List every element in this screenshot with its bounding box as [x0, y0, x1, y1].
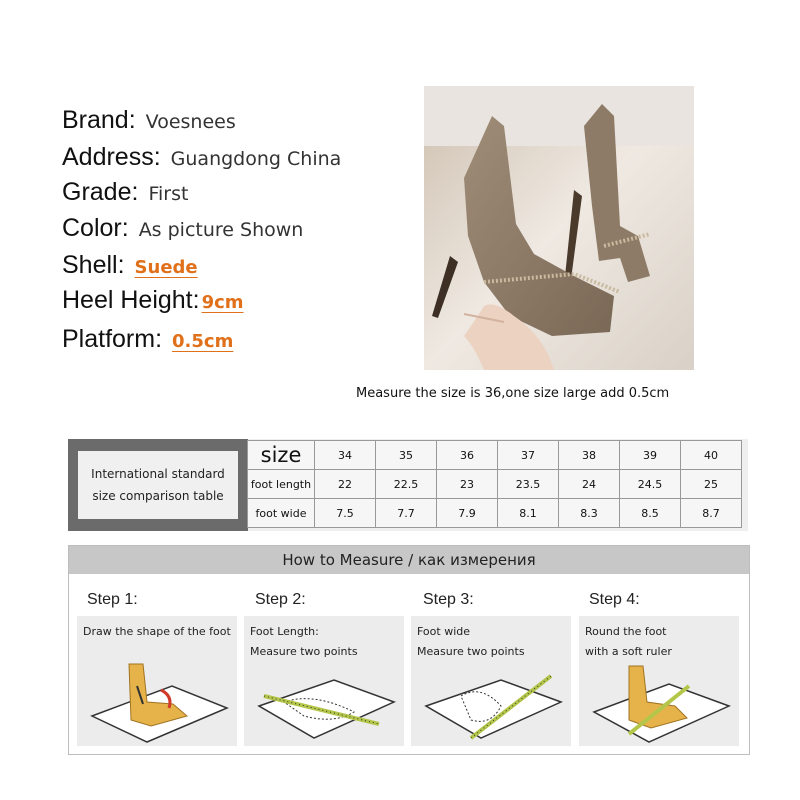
table-cell: 39 [620, 441, 681, 470]
table-cell: 24 [559, 470, 620, 499]
spec-value: 9cm [201, 292, 244, 313]
table-cell: 34 [315, 441, 376, 470]
size-table [247, 440, 742, 528]
size-table-label [68, 439, 248, 531]
table-cell: 8.5 [620, 499, 681, 528]
step-3-panel [411, 616, 571, 746]
spec-key: Address: [62, 143, 161, 171]
foot-width-ruler-icon [411, 666, 571, 746]
foot-length-ruler-icon [244, 666, 404, 746]
row-header: foot wide [248, 499, 315, 528]
spec-heel-height [62, 286, 244, 315]
spec-platform [62, 325, 233, 354]
table-cell: 7.7 [376, 499, 437, 528]
spec-grade [62, 178, 188, 207]
size-table-label-line2: size comparison table [92, 489, 224, 503]
spec-value: Guangdong China [170, 148, 342, 170]
spec-value: First [148, 183, 189, 205]
step-4-line2: with a soft ruler [585, 645, 672, 658]
table-cell: 35 [376, 441, 437, 470]
step-4-title: Step 4: [589, 591, 640, 608]
table-cell: 8.7 [681, 499, 742, 528]
table-row [248, 499, 742, 528]
foot-round-ruler-icon [579, 656, 739, 746]
spec-value: As picture Shown [138, 219, 304, 241]
spec-key: Grade: [62, 178, 139, 206]
step-2-line2: Measure two points [250, 645, 358, 658]
step-1-line1: Draw the shape of the foot [83, 625, 231, 638]
how-to-measure-panel [68, 545, 750, 755]
step-1-title: Step 1: [87, 591, 138, 608]
table-row [248, 441, 742, 470]
how-to-measure-title: How to Measure / как измерения [69, 546, 749, 574]
spec-key: Shell: [62, 251, 125, 279]
table-cell: 8.3 [559, 499, 620, 528]
spec-value: Suede [134, 257, 198, 278]
product-photo [424, 86, 694, 370]
table-row [248, 470, 742, 499]
spec-value: 0.5cm [172, 331, 234, 352]
table-cell: 8.1 [498, 499, 559, 528]
step-2-panel [244, 616, 404, 746]
table-cell: 24.5 [620, 470, 681, 499]
step-3-line2: Measure two points [417, 645, 525, 658]
spec-address [62, 143, 341, 172]
foot-outline-icon [77, 646, 237, 746]
step-2-line1: Foot Length: [250, 625, 319, 638]
step-4-line1: Round the foot [585, 625, 667, 638]
table-cell: 40 [681, 441, 742, 470]
spec-key: Heel Height: [62, 286, 200, 314]
spec-shell [62, 251, 198, 280]
table-cell: 7.9 [437, 499, 498, 528]
measure-note: Measure the size is 36,one size large add 0.5cm [356, 386, 670, 401]
table-cell: 23 [437, 470, 498, 499]
spec-value: Voesnees [145, 111, 236, 133]
table-cell: 22.5 [376, 470, 437, 499]
step-2-title: Step 2: [255, 591, 306, 608]
table-cell: 7.5 [315, 499, 376, 528]
step-3-line1: Foot wide [417, 625, 471, 638]
spec-color [62, 214, 303, 243]
table-cell: 38 [559, 441, 620, 470]
step-3-title: Step 3: [423, 591, 474, 608]
row-header: foot length [248, 470, 315, 499]
step-4-panel [579, 616, 739, 746]
table-cell: 22 [315, 470, 376, 499]
size-table-label-line1: International standard [91, 467, 225, 481]
table-cell: 37 [498, 441, 559, 470]
row-header: size [248, 441, 315, 470]
spec-brand [62, 106, 236, 135]
table-cell: 25 [681, 470, 742, 499]
spec-key: Brand: [62, 106, 136, 134]
spec-key: Color: [62, 214, 129, 242]
table-cell: 23.5 [498, 470, 559, 499]
spec-key: Platform: [62, 325, 163, 353]
table-cell: 36 [437, 441, 498, 470]
step-1-panel [77, 616, 237, 746]
